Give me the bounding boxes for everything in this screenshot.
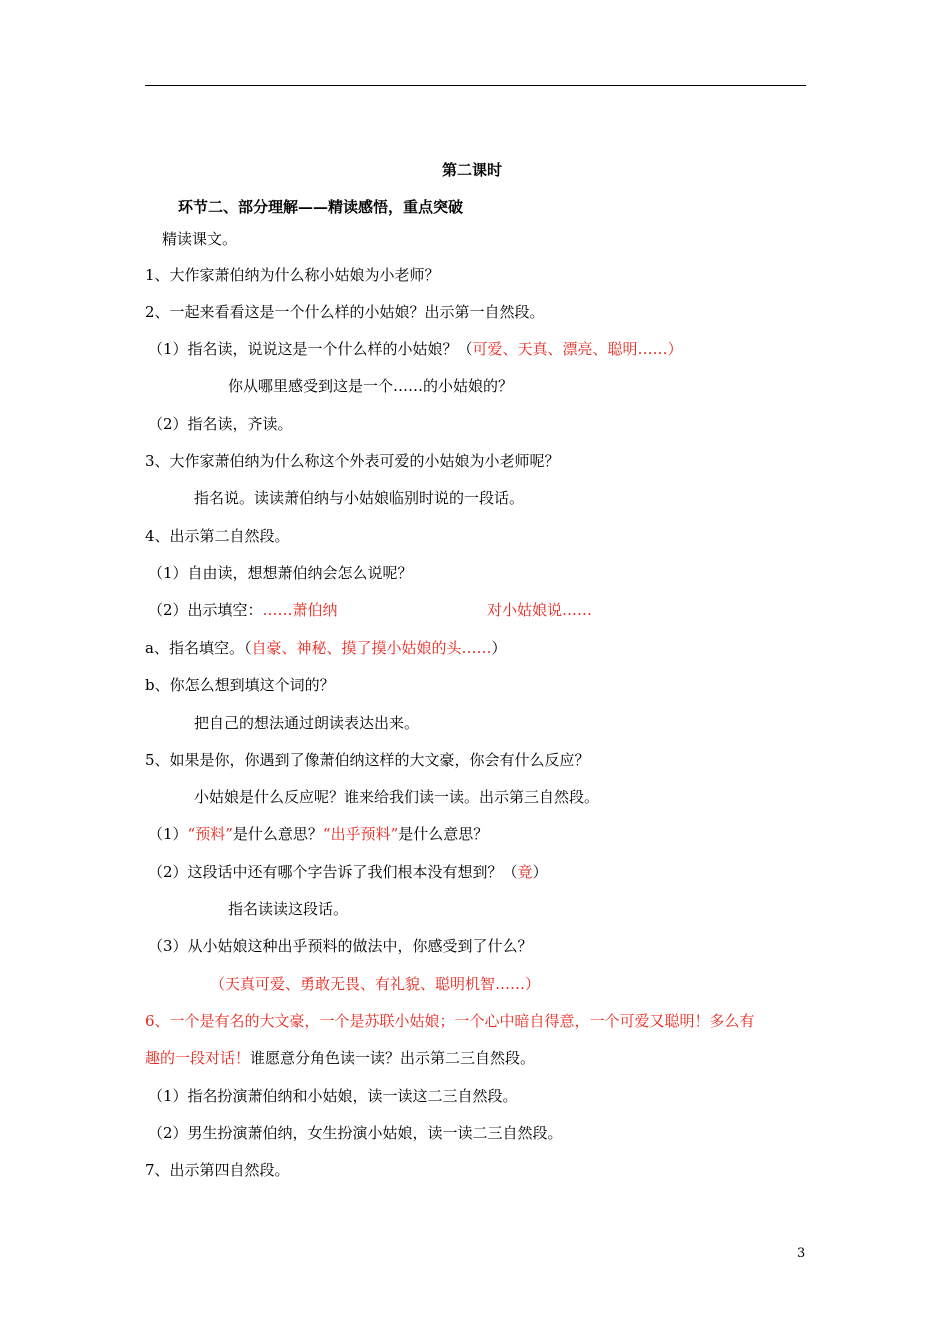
paragraph: （3）从小姑娘这种出乎预料的做法中，你感受到了什么？ [148, 937, 533, 955]
text-run: 是什么意思？ [232, 825, 323, 843]
paragraph: （1）指名扮演萧伯纳和小姑娘，读一读这二三自然段。 [148, 1087, 518, 1105]
page-number: 3 [797, 1246, 806, 1261]
paragraph: 5、如果是你，你遇到了像萧伯纳这样的大文豪，你会有什么反应？ [145, 751, 590, 769]
text-run: ） [491, 639, 507, 657]
highlighted-text: “预料” [187, 825, 233, 843]
paragraph: 把自己的想法通过朗读表达出来。 [194, 714, 420, 732]
text-run: （2）这段话中还有哪个字告诉了我们根本没有想到？（ [148, 863, 518, 881]
text-run: ） [667, 340, 683, 358]
paragraph [148, 824, 488, 844]
text-run: （1）指名读，说说这是一个什么样的小姑娘？（ [148, 340, 473, 358]
highlighted-text: ……萧伯纳 [262, 601, 338, 619]
text-run: 谁愿意分角色读一读？出示第二三自然段。 [250, 1049, 536, 1067]
highlighted-text: 对小姑娘说…… [487, 601, 593, 619]
paragraph: 7、出示第四自然段。 [145, 1161, 290, 1179]
paragraph: 3、大作家萧伯纳为什么称这个外表可爱的小姑娘为小老师呢？ [145, 452, 560, 470]
paragraph: （2）男生扮演萧伯纳，女生扮演小姑娘，读一读二三自然段。 [148, 1124, 563, 1142]
highlighted-text: （天真可爱、勇敢无畏、有礼貌、聪明机智……） [210, 975, 541, 993]
paragraph: 指名读读这段话。 [228, 900, 349, 918]
text-run: ） [532, 863, 548, 881]
highlighted-text: 可爱、天真、漂亮、聪明…… [472, 340, 668, 358]
section-heading: 环节二、部分理解——精读感悟，重点突破 [178, 198, 464, 216]
paragraph: （2）指名读，齐读。 [148, 415, 293, 433]
text-run: （2）出示填空： [148, 601, 263, 619]
paragraph: 4、出示第二自然段。 [145, 527, 290, 545]
lesson-title: 第二课时 [442, 161, 503, 179]
text-run: a、指名填空。（ [145, 639, 252, 657]
paragraph [148, 339, 683, 359]
paragraph: 小姑娘是什么反应呢？谁来给我们读一读。出示第三自然段。 [194, 788, 600, 806]
paragraph [145, 638, 506, 658]
paragraph: 指名说。读读萧伯纳与小姑娘临别时说的一段话。 [194, 489, 525, 507]
paragraph: 你从哪里感受到这是一个……的小姑娘的？ [228, 377, 514, 395]
highlighted-text: 自豪、神秘、摸了摸小姑娘的头…… [251, 639, 492, 657]
text-run: 是什么意思？ [398, 825, 489, 843]
highlighted-text: 趣的一段对话！ [145, 1049, 251, 1067]
paragraph: 1、大作家萧伯纳为什么称小姑娘为小老师？ [145, 266, 440, 284]
highlighted-text: 6、一个是有名的大文豪，一个是苏联小姑娘；一个心中暗自得意，一个可爱又聪明！多么有 [145, 1012, 755, 1030]
paragraph: 精读课文。 [162, 230, 238, 248]
paragraph: b、你怎么想到填这个词的？ [145, 676, 335, 694]
paragraph [148, 862, 548, 882]
highlighted-text: “出乎预料” [322, 825, 399, 843]
paragraph: （1）自由读，想想萧伯纳会怎么说呢？ [148, 564, 413, 582]
paragraph: 2、一起来看看这是一个什么样的小姑娘？出示第一自然段。 [145, 303, 545, 321]
paragraph [145, 1048, 535, 1068]
paragraph [148, 600, 338, 620]
header-rule [145, 85, 806, 86]
text-run: （1） [148, 825, 188, 843]
highlighted-text: 竟 [517, 863, 533, 881]
